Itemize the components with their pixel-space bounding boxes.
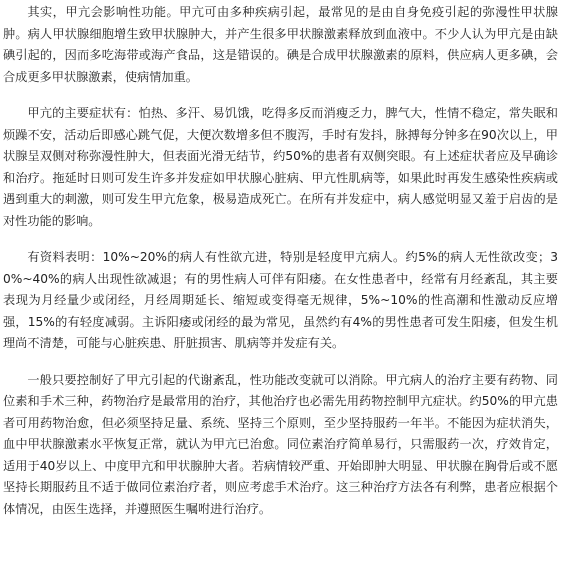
paragraph-treatment: 一般只要控制好了甲亢引起的代谢紊乱，性功能改变就可以消除。甲亢病人的治疗主要有药物、同位素和手术三种，药物治疗是最常用的治疗，其他治疗也必需先用药物控制甲亢症状。约50%的甲亢患者可用药物治愈，但必须坚持足量、系统、坚持三个原则，至少坚持服药一年半。不能因为症状消失，血中甲状腺激素水平恢复正常，就认为甲亢已治愈。同位素治疗简单易行，只需服药一次，疗效肯定，适用于40岁以上、中度甲亢和甲状腺肿大者。若病情较严重、开始即肿大明显、甲状腺在胸骨后或不愿坚持长期服药且不适于做同位素治疗者，则应考虑手术治疗。这三种治疗方法各有利弊，患者应根据个体情况，由医生选择，并遵照医生嘱咐进行治疗。 <box>3 372 558 516</box>
paragraph-symptoms: 甲亢的主要症状有：怕热、多汗、易饥饿，吃得多反而消瘦乏力，脾气大，性情不稳定，常失眠和烦躁不安，活动后即感心跳气促，大便次数增多但不腹泻，手时有发抖，脉搏每分钟多在90次以上，甲状腺呈双侧对称弥漫性肿大，但表面光滑无结节，约50%的患者有双侧突眼。有上述症状者应及早确诊和治疗。拖延时日则可发生许多并发症如甲状腺心脏病、甲亢性肌病等，如果此时再发生感染性疾病或遇到重大的刺激，则可发生甲亢危象，极易造成死亡。在所有并发症中，病人感觉明显又羞于启齿的是对性功能的影响。 <box>3 106 558 228</box>
paragraph-intro: 其实，甲亢会影响性功能。甲亢可由多种疾病引起，最常见的是由自身免疫引起的弥漫性甲状腺肿。病人甲状腺细胞增生致甲状腺肿大，并产生很多甲状腺激素释放到血液中。不少人认为甲亢是由缺碘引起的，因而多吃海带或海产食品，这是错误的。碘是合成甲状腺激素的原料，供应病人更多碘，会合成更多甲状腺激素，使病情加重。 <box>3 5 558 84</box>
paragraph-sexual-function-data: 有资料表明：10%~20%的病人有性欲亢进，特别是轻度甲亢病人。约5%的病人无性欲改变；30%~40%的病人出现性欲减退；有的男性病人可伴有阳痿。在女性患者中，经常有月经紊乱，其主要表现为月经量少或闭经，月经周期延长、缩短或变得毫无规律，5%~10%的性高潮和性激动反应增强，15%的有轻度减弱。主诉阳痿或闭经的最为常见，虽然约有4%的男性患者可发生阳痿，但发生机理尚不清楚，可能与心脏疾患、肝脏损害、肌病等并发症有关。 <box>3 250 558 350</box>
